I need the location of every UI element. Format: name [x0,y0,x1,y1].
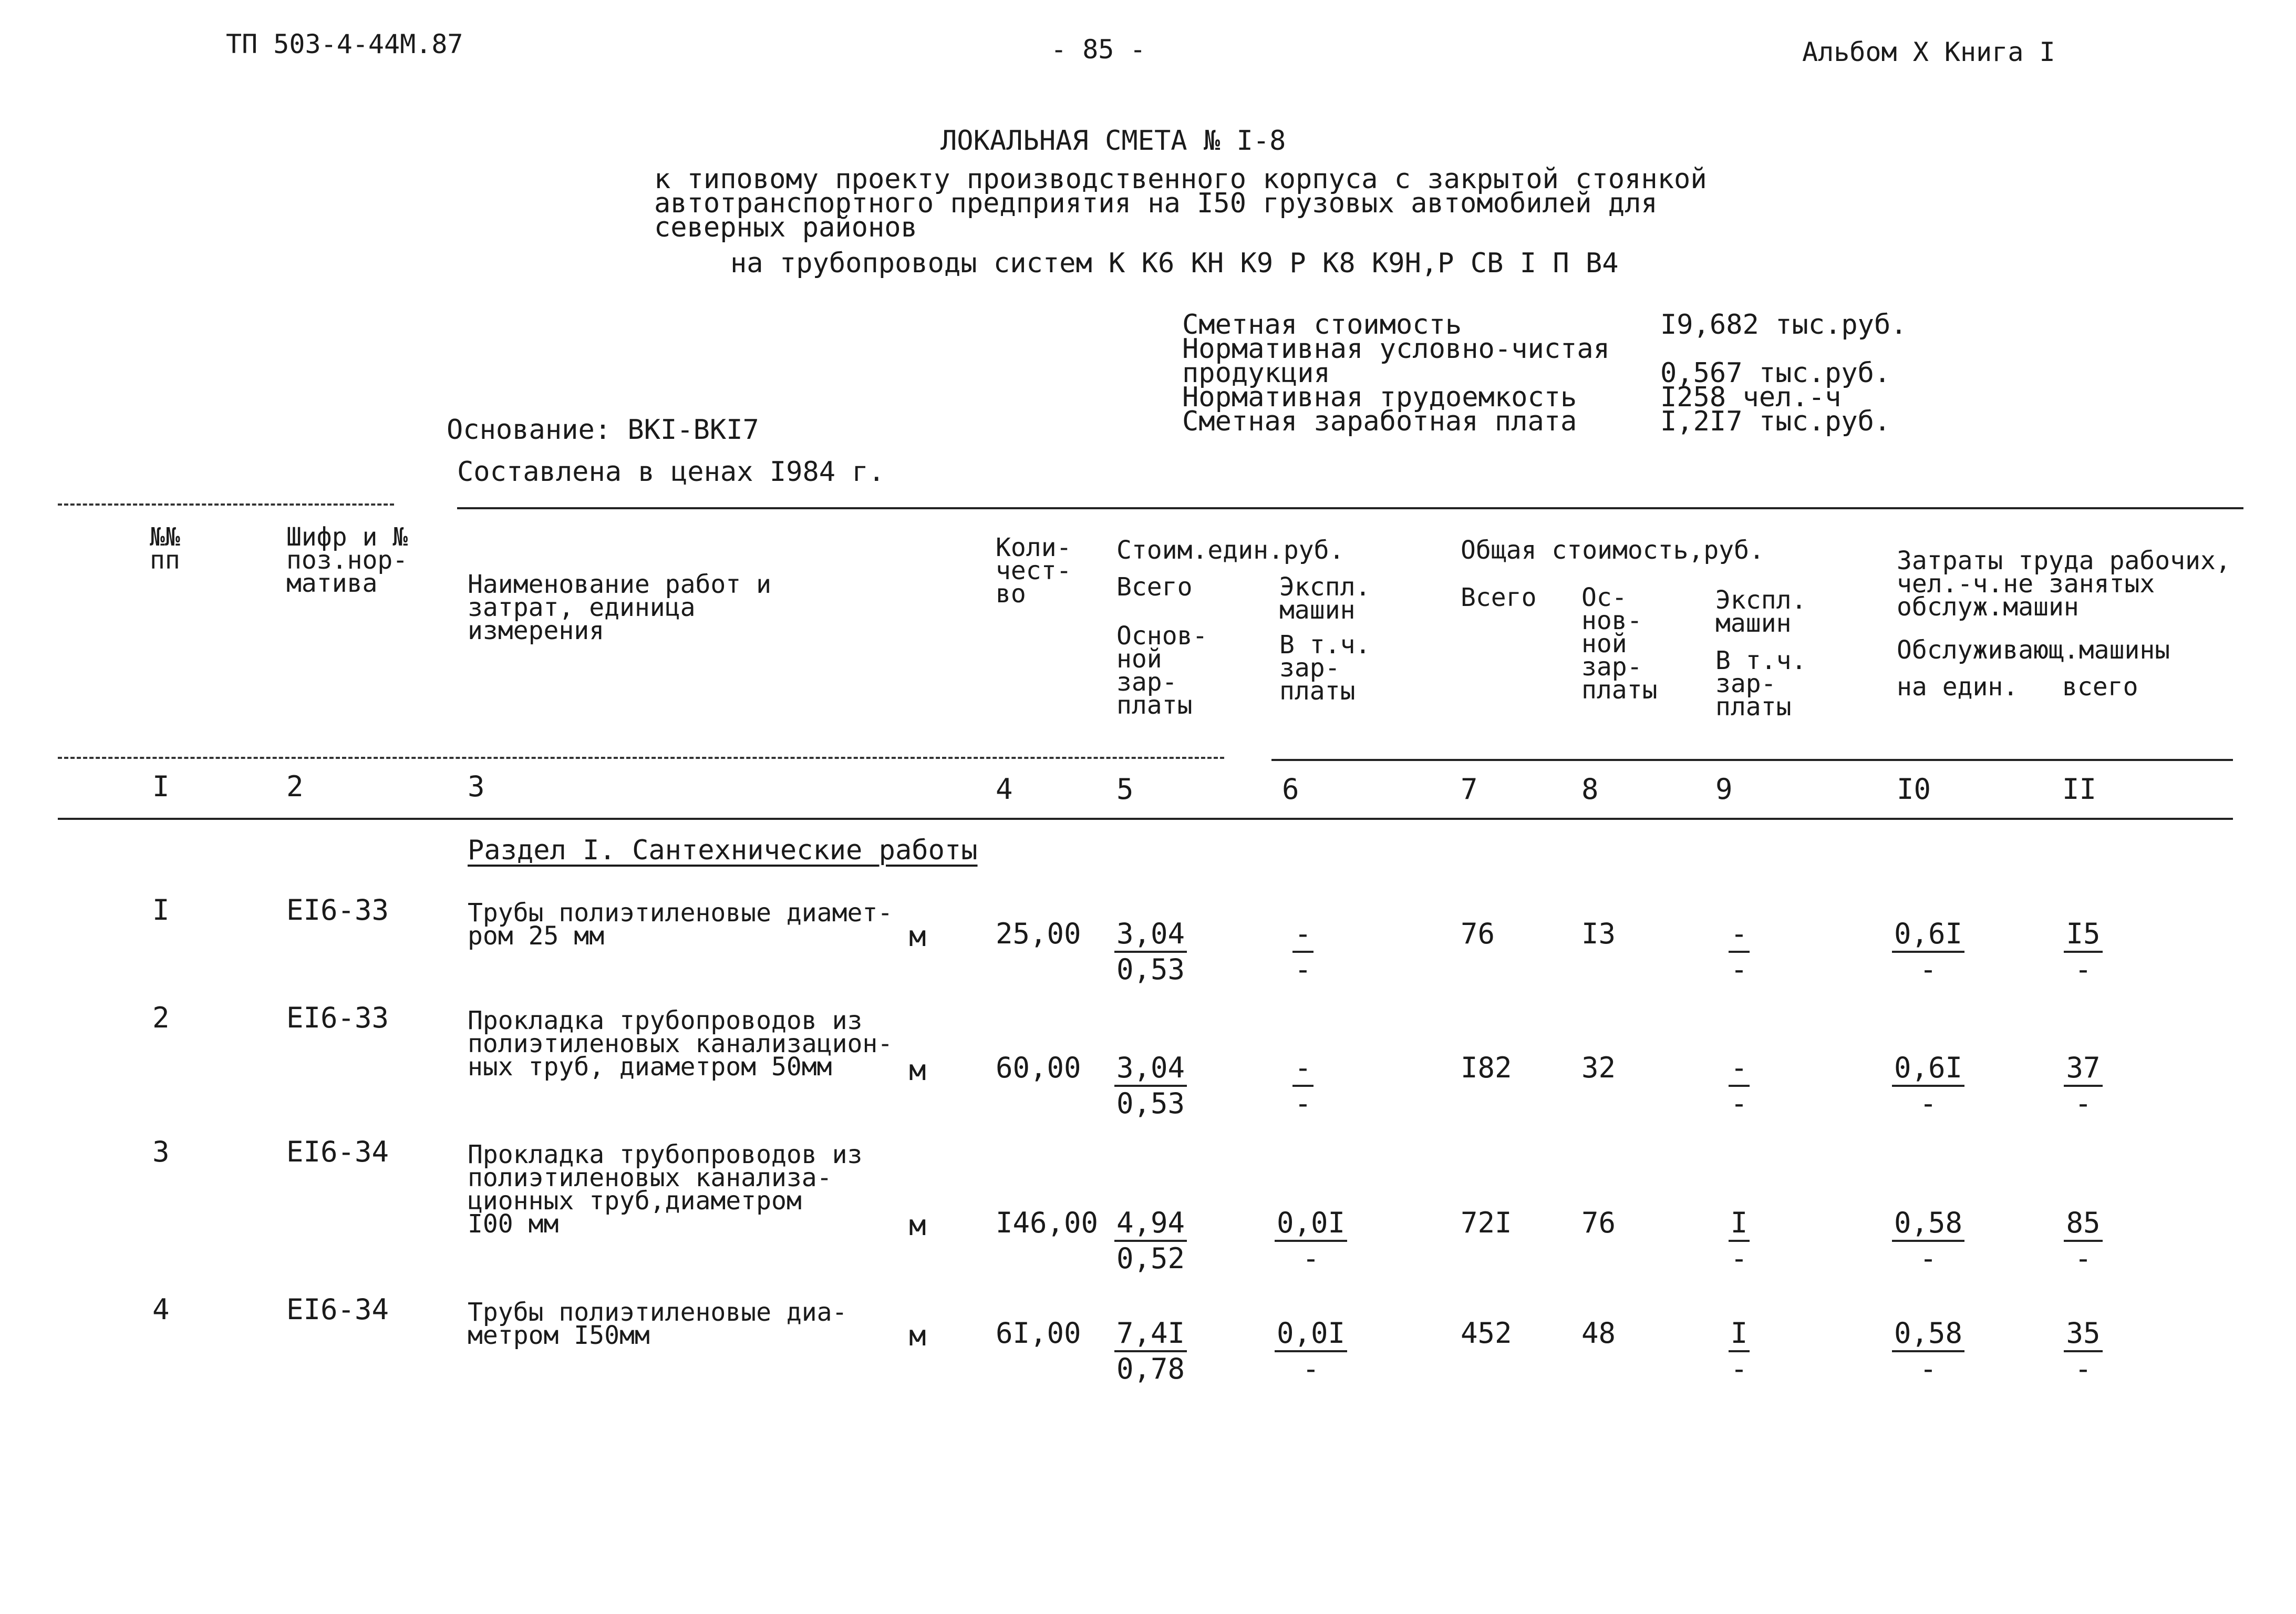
row-unit: м [909,920,926,953]
document-code: ТП 503-4-44М.87 [226,29,463,59]
col-header-qty: Коли- чест- во [996,533,1072,609]
section-heading: Раздел I. Сантехнические работы [468,835,978,866]
header-bottom-rule-dashed [58,757,1224,759]
col-number: 6 [1282,773,1299,806]
row-total: 76 [1461,917,1495,950]
summary-value: 0,567 тыс.руб. [1660,357,1891,389]
row-labor-total: 35 - [2054,1317,2112,1386]
col-header-unit-total: Всего [1116,572,1193,602]
row-unit-mach: 0,0I - [1274,1317,1348,1386]
title-line-3: северных районов [654,212,917,243]
col-header-name: Наименование работ и затрат, единица измерения [468,570,771,645]
summary-value: I258 чел.-ч [1660,382,1842,413]
summary-values [1660,309,1907,437]
col-header-total: Всего [1461,583,1537,612]
table-top-rule-dashed [58,503,394,506]
col-number: 4 [996,773,1013,806]
row-total-mach: I - [1710,1206,1768,1276]
col-header-unit-mach-wage: В т.ч. зар- платы [1279,630,1371,706]
estimate-title: ЛОКАЛЬНАЯ СМЕТА № I-8 [940,125,1286,157]
row-labor-unit: 0,6I - [1889,1051,1968,1120]
row-name: Трубы полиэтиленовые диа- метром I50мм [468,1298,847,1350]
table-top-rule [457,507,2243,509]
col-number: I [152,770,170,803]
row-number: 3 [152,1135,170,1168]
header-bottom-rule [1271,759,2233,761]
summary-label: Сметная заработная плата [1182,406,1577,437]
col-header-total-base: Ос- нов- ной зар- платы [1581,583,1658,705]
row-total-mach: - - [1710,1051,1768,1120]
summary-value: I,2I7 тыс.руб. [1660,406,1891,437]
row-number: I [152,893,170,927]
row-unit-mach: 0,0I - [1274,1206,1348,1276]
title-line-2: автотранспортного предприятия на I50 грузовых автомобилей для [654,188,1658,219]
row-total-mach: - - [1710,917,1768,986]
col-number: 7 [1461,773,1478,806]
row-total-base: 76 [1581,1206,1616,1239]
row-number: 4 [152,1293,170,1326]
row-unit: м [909,1054,926,1087]
row-labor-total: 85 - [2054,1206,2112,1276]
price-year: Составлена в ценах I984 г. [457,456,885,488]
summary-label: Нормативная условно-чистая [1182,333,1610,365]
row-number: 2 [152,1001,170,1034]
col-header-code: Шифр и № поз.нор- матива [286,522,408,598]
row-code: ЕI6-34 [286,1135,389,1168]
row-total-base: 48 [1581,1317,1616,1350]
row-labor-unit: 0,58 - [1889,1206,1968,1276]
col-number: 9 [1715,773,1733,806]
row-total-mach: I - [1710,1317,1768,1386]
row-total-base: I3 [1581,917,1616,950]
row-code: ЕI6-33 [286,1001,389,1034]
col-number-rule [58,818,2233,820]
album-book: Альбом Х Книга I [1802,37,2055,67]
row-labor-unit: 0,6I - [1889,917,1968,986]
summary-value: I9,682 тыс.руб. [1660,309,1907,341]
row-code: ЕI6-34 [286,1293,389,1326]
col-header-labor: Затраты труда рабочих, чел.-ч.не занятых обслуж.машин [1897,546,2231,622]
row-total: 72I [1461,1206,1512,1239]
row-unit-cost: $\frac{4,94}{0,52}$ [1111,1206,1190,1276]
col-number: I0 [1897,773,1931,806]
row-name: Прокладка трубопроводов из полиэтиленовых канализацион- ных труб, диаметром 50мм [468,1006,893,1082]
row-unit-cost: $\frac{3,04}{0,53}$ [1111,917,1190,986]
col-header-unit-mach: Экспл. машин [1279,572,1371,625]
col-number: 2 [286,770,304,803]
col-header-total-mach-wage: В т.ч. зар- платы [1715,646,1807,722]
summary-labels [1182,309,1610,437]
row-name: Трубы полиэтиленовые диамет- ром 25 мм [468,898,893,951]
summary-label: Сметная стоимость [1182,309,1462,341]
row-qty: 25,00 [996,917,1081,950]
col-header-unit-cost: Стоим.един.руб. [1116,536,1344,565]
row-total: I82 [1461,1051,1512,1084]
row-total-base: 32 [1581,1051,1616,1084]
row-name: Прокладка трубопроводов из полиэтиленовых канализа- ционных труб,диаметром I00 мм [468,1140,863,1239]
row-qty: 6I,00 [996,1317,1081,1350]
col-header-labor-total: всего [2062,672,2138,702]
col-header-total-cost: Общая стоимость,руб. [1461,536,1764,565]
row-labor-total: 37 - [2054,1051,2112,1120]
col-header-labor-unit: на един. [1897,672,2019,702]
row-unit-cost: $\frac{7,4I}{0,78}$ [1111,1317,1190,1386]
row-code: ЕI6-33 [286,893,389,927]
page-number: - 85 - [1051,34,1146,65]
col-header-num: №№ пп [150,522,180,575]
row-qty: 60,00 [996,1051,1081,1084]
row-total: 452 [1461,1317,1512,1350]
row-unit: м [909,1209,926,1242]
row-labor-total: I5 - [2054,917,2112,986]
row-unit: м [909,1319,926,1352]
col-number: 5 [1116,773,1134,806]
basis: Основание: ВКI-ВКI7 [447,414,759,446]
title-line-4: на трубопроводы систем К К6 КН К9 Р К8 К9Н,Р СВ I П В4 [730,248,1619,279]
row-unit-mach: - - [1274,1051,1332,1120]
col-number: 3 [468,770,485,803]
col-header-unit-base: Основ- ной зар- платы [1116,621,1208,720]
row-unit-mach: - - [1274,917,1332,986]
col-header-total-mach: Экспл. машин [1715,585,1807,638]
col-number: II [2062,773,2097,806]
col-number: 8 [1581,773,1599,806]
col-header-labor-machines: Обслуживающ.машины [1897,635,2170,665]
title-line-1: к типовому проекту производственного корпуса с закрытой стоянкой [654,163,1707,195]
summary-label: продукция [1182,357,1330,389]
summary-label: Нормативная трудоемкость [1182,382,1577,413]
row-unit-cost: $\frac{3,04}{0,53}$ [1111,1051,1190,1120]
row-qty: I46,00 [996,1206,1099,1239]
row-labor-unit: 0,58 - [1889,1317,1968,1386]
